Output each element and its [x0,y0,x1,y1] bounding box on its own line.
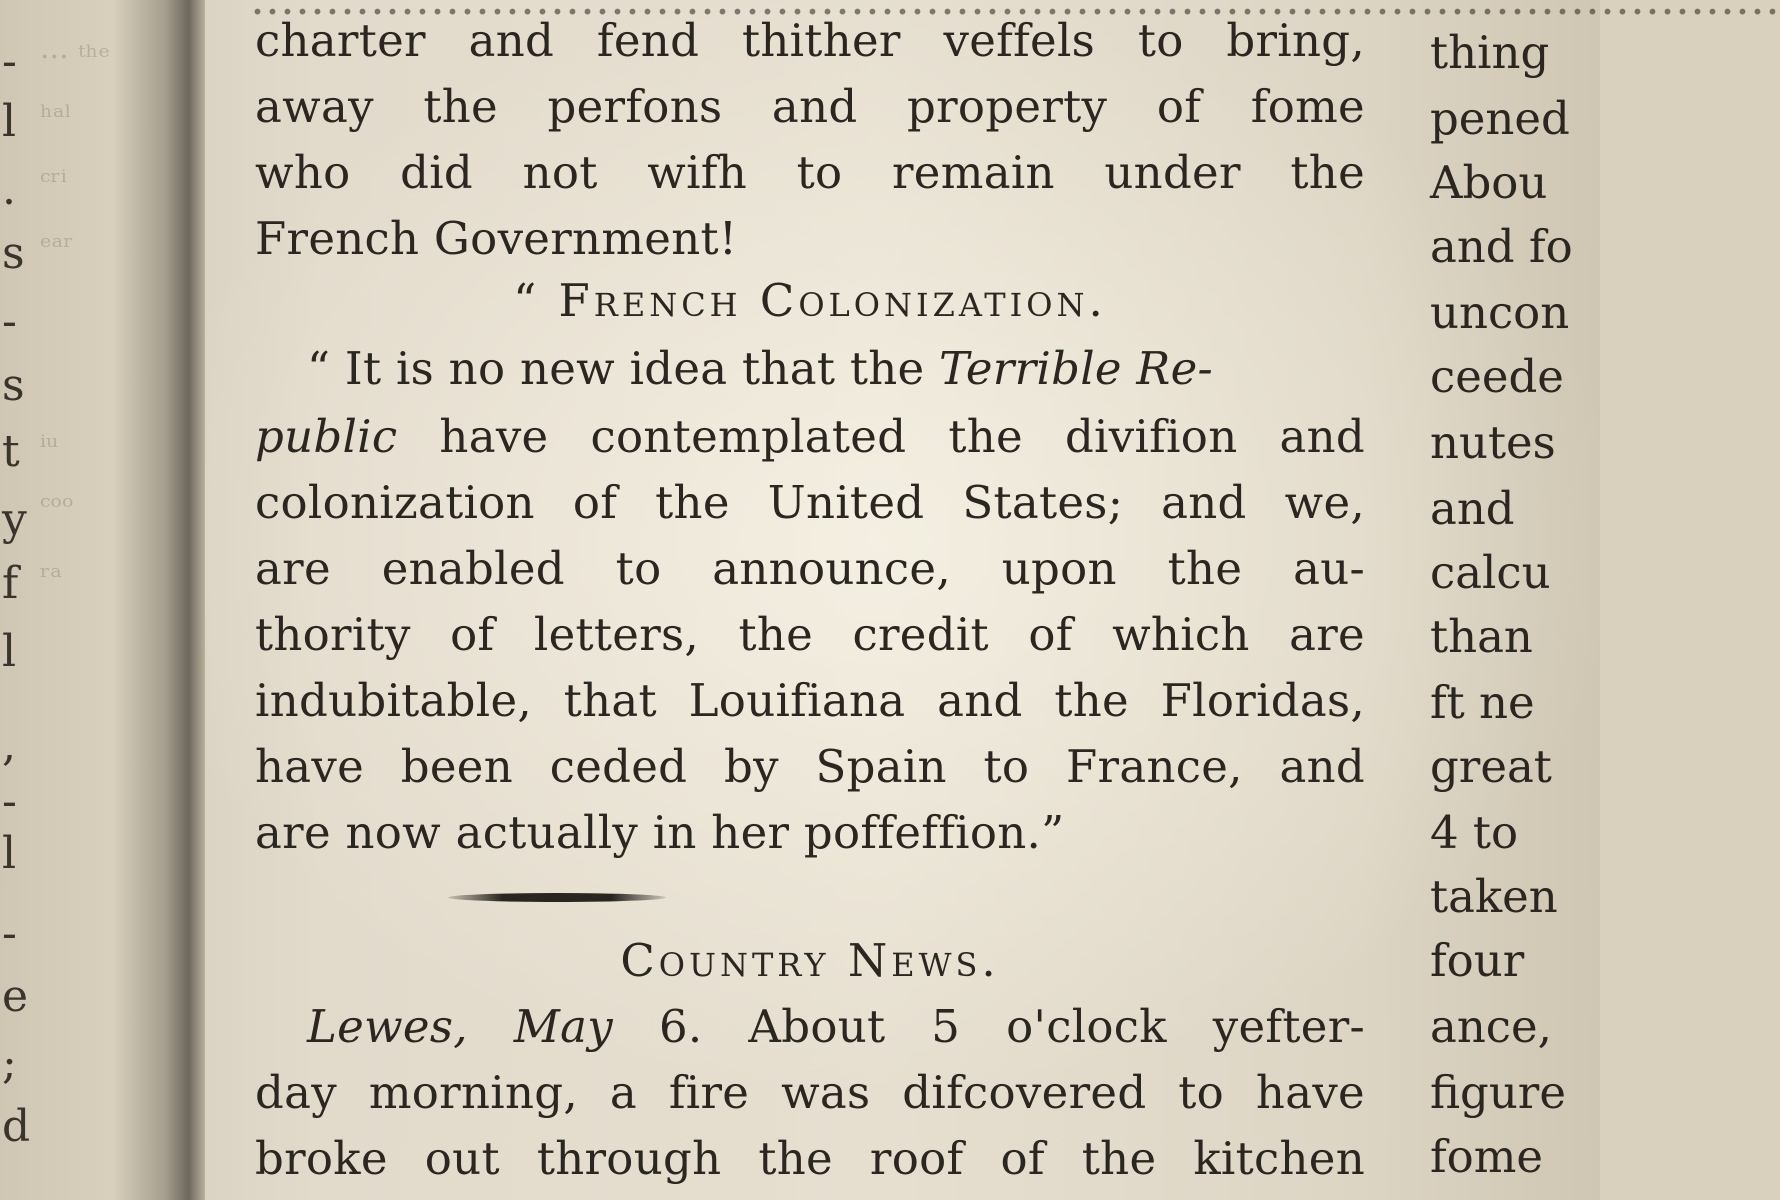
margin-glyph: l [2,828,17,879]
article-line: public have contemplated the divifion and [255,410,1366,463]
margin-glyph: l [2,626,17,677]
article-line: have been ceded by Spain to France, and [255,740,1365,793]
article-line: are enabled to announce, upon the au- [255,542,1365,595]
article-line: “ It is no new idea that the Terrible Re- [307,342,1214,395]
right-column-line: great [1430,740,1552,793]
right-column-line: than [1430,610,1533,663]
margin-glyph: - [2,908,17,959]
right-column-line: and [1430,482,1515,535]
margin-glyph: l [2,96,17,147]
right-column-line: ft ne [1430,676,1535,729]
margin-glyph: ; [2,1038,17,1089]
right-column-line: ceede [1430,350,1564,403]
right-column-line: 4 to [1430,806,1519,859]
right-column-line: Abou [1430,156,1548,209]
margin-glyph: t [2,426,20,477]
article-line: indubitable, that Louifiana and the Floridas, [255,674,1365,727]
margin-glyph: - [2,296,17,347]
right-column-line: taken [1430,870,1558,923]
margin-glyph: - [2,776,17,827]
right-column-line: figure [1430,1066,1566,1119]
margin-glyph: f [2,558,19,609]
section-heading-french-colonization: “ French Colonization. [513,274,1107,327]
article-line: broke out through the roof of the kitchen [255,1132,1365,1185]
article-line: away the perfons and property of fome [255,80,1365,133]
right-column-line: fome [1430,1130,1544,1183]
article-line: charter and fend thither veffels to bring, [255,14,1365,67]
section-heading-country-news: Country News. [620,934,1000,987]
margin-glyph: , [2,720,16,771]
article-line: thority of letters, the credit of which are [255,608,1365,661]
article-line: are now actually in her poffeffion.” [255,806,1065,859]
right-column-line: four [1430,934,1525,987]
right-column-line: thing [1430,26,1550,79]
margin-glyph: s [2,360,25,411]
right-column-line: calcu [1430,546,1551,599]
article-line: Lewes, May 6. About 5 o'clock yefter- [307,1000,1366,1053]
right-column-line: pened [1430,92,1570,145]
article-line: colonization of the United States; and we, [255,476,1365,529]
margin-glyph: . [2,164,16,215]
article-line: French Government! [255,212,738,265]
margin-glyph: - [2,36,17,87]
right-article-column [1430,0,1600,1200]
right-column-line: ance, [1430,1000,1552,1053]
margin-glyph: e [2,971,29,1022]
bleed-through-text: ··· ᵗʰᵉ ʰᵃˡ ᶜʳⁱ ᵉᵃʳ ⁱᵘ ᶜᵒᵒ ʳᵃ [40,40,111,595]
right-column-line: and fo [1430,220,1573,273]
margin-glyph: y [2,494,27,545]
margin-glyph: d [2,1101,31,1152]
article-line: day morning, a fire was difcovered to have [255,1066,1365,1119]
section-divider-rule [448,893,666,902]
main-article-column [255,0,1385,1200]
margin-glyph: s [2,228,25,279]
article-line: who did not wifh to remain under the [255,146,1365,199]
right-column-line: nutes [1430,416,1556,469]
right-column-line: uncon [1430,286,1570,339]
